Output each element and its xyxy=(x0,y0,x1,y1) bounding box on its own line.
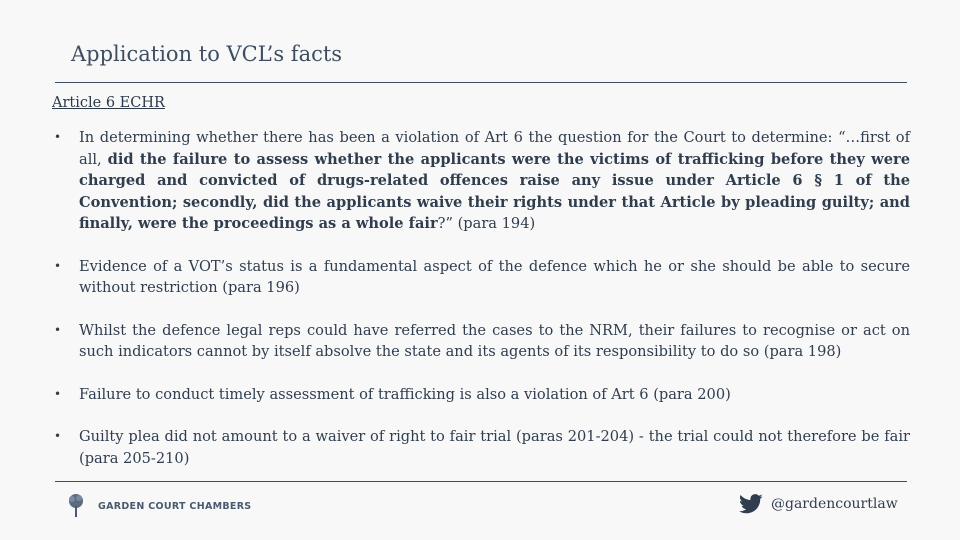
slide-title: Application to VCL’s facts xyxy=(71,42,343,66)
bullet-text-post: ?” (para 194) xyxy=(437,215,536,232)
bullet-text: Failure to conduct timely assessment of trafficking is also a violation of Art 6 (para 200) xyxy=(79,385,731,403)
bullet-text-pre: In determining whether there has been a violation of Art 6 the question for the Court to determine: “…first of all, xyxy=(79,129,910,168)
twitter-handle[interactable]: @gardencourtlaw xyxy=(771,496,898,512)
bottom-divider xyxy=(55,481,907,482)
bullet-dot-icon: • xyxy=(54,429,62,443)
chambers-logo-text: GARDEN COURT CHAMBERS xyxy=(98,500,252,512)
bullet-text: Whilst the defence legal reps could have referred the cases to the NRM, their failures to recognise or act on such indicators cannot by itself absolve the state and its agents of its responsibility to do so (para 198) xyxy=(79,321,910,360)
bullet-item xyxy=(52,384,910,406)
bullet-item xyxy=(52,127,910,235)
bullet-dot-icon: • xyxy=(54,130,62,144)
bullet-dot-icon: • xyxy=(54,322,62,337)
bullet-item xyxy=(52,256,910,299)
tree-icon xyxy=(66,493,86,519)
bullet-dot-icon: • xyxy=(54,386,62,401)
chambers-logo xyxy=(66,493,251,519)
top-divider xyxy=(55,82,907,83)
bullet-item xyxy=(52,426,910,469)
bullet-text-bold: did the failure to assess whether the applicants were the victims of trafficking before they were charged and convicted of drugs-related offences raise any issue under Article 6 § 1 of the Convention; secondly, did the applicants waive their rights under that Article by pleading guilty; and finally, were the proceedings as a whole fair xyxy=(79,150,910,232)
bullet-dot-icon: • xyxy=(54,258,62,273)
bullet-text: Evidence of a VOT’s status is a fundamental aspect of the defence which he or she should be able to secure without restriction (para 196) xyxy=(79,257,910,296)
twitter-bird-icon xyxy=(739,494,763,514)
twitter-handle-block xyxy=(739,494,898,514)
section-subheading: Article 6 ECHR xyxy=(52,95,165,111)
bullet-text: Guilty plea did not amount to a waiver of right to fair trial (paras 201-204) - the trial could not therefore be fair (para 205-210) xyxy=(79,428,910,467)
bullet-item xyxy=(52,320,910,363)
bullet-list xyxy=(52,127,910,490)
